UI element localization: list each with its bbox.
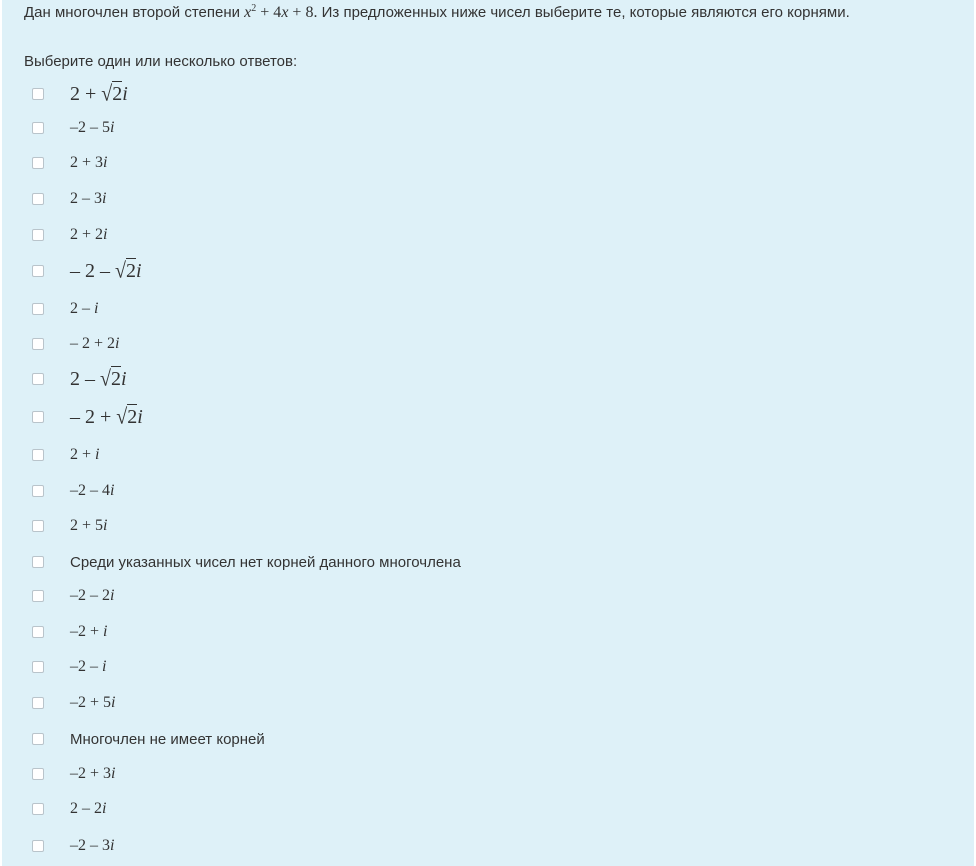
answer-expression: 2 – xyxy=(70,300,94,317)
answer-label xyxy=(70,623,107,641)
answer-expression: –2 + xyxy=(70,623,104,640)
answer-option[interactable] xyxy=(32,476,114,506)
answer-expression: –2 – 2 xyxy=(70,587,110,604)
answer-expression: –2 – 3 xyxy=(70,837,110,854)
imaginary-unit: i xyxy=(120,367,127,390)
imaginary-unit: i xyxy=(103,623,108,640)
answer-label xyxy=(70,368,127,391)
answer-label xyxy=(70,300,98,318)
answer-checkbox[interactable] xyxy=(32,556,44,568)
answer-option[interactable] xyxy=(32,256,142,286)
imaginary-unit: i xyxy=(94,300,99,317)
answer-checkbox[interactable] xyxy=(32,449,44,461)
answer-instruction: Выберите один или несколько ответов: xyxy=(24,53,298,70)
question-prefix: Дан многочлен второй степени xyxy=(24,4,245,21)
question-panel xyxy=(2,0,974,866)
answer-label xyxy=(70,837,114,855)
answer-option[interactable] xyxy=(32,724,265,754)
answer-expression: –2 – 4 xyxy=(70,482,110,499)
answer-checkbox[interactable] xyxy=(32,411,44,423)
imaginary-unit: i xyxy=(103,226,108,243)
question-text xyxy=(24,4,850,22)
answer-label xyxy=(70,154,107,172)
answer-label xyxy=(70,517,107,535)
answer-expression: – 2 + xyxy=(70,405,117,428)
answer-option[interactable] xyxy=(32,184,106,214)
imaginary-unit: i xyxy=(122,82,128,105)
answer-checkbox[interactable] xyxy=(32,485,44,497)
answer-checkbox[interactable] xyxy=(32,733,44,745)
answer-label xyxy=(70,260,142,283)
imaginary-unit: i xyxy=(110,482,115,499)
answer-option[interactable] xyxy=(32,831,114,861)
answer-checkbox[interactable] xyxy=(32,626,44,638)
polynomial-exponent: 2 xyxy=(251,3,257,14)
answer-expression: 2 – 2 xyxy=(70,800,102,817)
answer-text: Среди указанных чисел нет корней данного многочлена xyxy=(70,553,461,571)
answer-label xyxy=(70,119,114,137)
answer-checkbox[interactable] xyxy=(32,265,44,277)
answer-checkbox[interactable] xyxy=(32,840,44,852)
answer-label xyxy=(70,83,128,106)
sqrt-icon: √ xyxy=(115,258,126,283)
imaginary-unit: i xyxy=(115,335,120,352)
answer-checkbox[interactable] xyxy=(32,661,44,673)
answer-expression: –2 + 5 xyxy=(70,694,112,711)
answer-label xyxy=(70,800,106,818)
answer-checkbox[interactable] xyxy=(32,303,44,315)
answer-text: Многочлен не имеет корней xyxy=(70,730,265,748)
answer-checkbox[interactable] xyxy=(32,520,44,532)
imaginary-unit: i xyxy=(111,694,116,711)
polynomial-constant: + 8. xyxy=(288,4,318,21)
answer-expression: 2 + xyxy=(70,446,96,463)
imaginary-unit: i xyxy=(110,587,115,604)
answer-expression: –2 + 3 xyxy=(70,765,112,782)
imaginary-unit: i xyxy=(111,765,116,782)
answer-label xyxy=(70,482,114,500)
answer-option[interactable] xyxy=(32,294,98,324)
answer-checkbox[interactable] xyxy=(32,88,44,100)
answer-label xyxy=(70,731,265,748)
answer-option[interactable] xyxy=(32,617,107,647)
answer-label xyxy=(70,190,106,208)
answer-label xyxy=(70,587,114,605)
answer-expression: – 2 + 2 xyxy=(70,335,116,352)
answer-expression: –2 – 5 xyxy=(70,119,110,136)
answer-option[interactable] xyxy=(32,581,114,611)
answer-expression: 2 + 3 xyxy=(70,154,104,171)
answer-checkbox[interactable] xyxy=(32,229,44,241)
question-suffix: Из предложенных ниже чисел выберите те, которые являются его корнями. xyxy=(317,4,850,21)
sqrt-radicand: 2 xyxy=(110,367,121,390)
answer-option[interactable] xyxy=(32,759,115,789)
answer-option[interactable] xyxy=(32,547,461,577)
answer-option[interactable] xyxy=(32,220,107,250)
answer-label xyxy=(70,406,143,429)
sqrt-radicand: 2 xyxy=(125,259,136,282)
answer-expression: 2 – xyxy=(70,367,100,390)
answer-label xyxy=(70,226,107,244)
answer-checkbox[interactable] xyxy=(32,768,44,780)
polynomial-var: x xyxy=(244,4,252,21)
answer-checkbox[interactable] xyxy=(32,590,44,602)
answer-label xyxy=(70,554,461,571)
answer-checkbox[interactable] xyxy=(32,193,44,205)
answer-option[interactable] xyxy=(32,364,127,394)
answer-option[interactable] xyxy=(32,652,106,682)
polynomial xyxy=(244,4,317,21)
answer-option[interactable] xyxy=(32,79,128,109)
imaginary-unit: i xyxy=(103,154,108,171)
imaginary-unit: i xyxy=(102,800,107,817)
answer-label xyxy=(70,446,99,464)
imaginary-unit: i xyxy=(137,405,143,428)
sqrt-icon: √ xyxy=(116,404,128,429)
answer-checkbox[interactable] xyxy=(32,338,44,350)
answer-option[interactable] xyxy=(32,794,106,824)
answer-option[interactable] xyxy=(32,688,115,718)
answer-expression: – 2 – xyxy=(70,259,115,282)
answer-expression: 2 – 3 xyxy=(70,190,102,207)
sqrt-icon: √ xyxy=(101,81,113,106)
sqrt-radicand: 2 xyxy=(127,405,138,428)
answer-checkbox[interactable] xyxy=(32,122,44,134)
imaginary-unit: i xyxy=(110,119,115,136)
imaginary-unit: i xyxy=(95,446,100,463)
answer-expression: 2 + xyxy=(70,82,102,105)
imaginary-unit: i xyxy=(102,658,107,675)
answer-label xyxy=(70,694,115,712)
polynomial-term: + 4 xyxy=(256,4,282,21)
imaginary-unit: i xyxy=(135,259,142,282)
imaginary-unit: i xyxy=(103,517,108,534)
answer-label xyxy=(70,765,115,783)
answer-option[interactable] xyxy=(32,113,114,143)
answer-option[interactable] xyxy=(32,511,107,541)
answer-option[interactable] xyxy=(32,329,119,359)
answer-option[interactable] xyxy=(32,402,143,432)
answer-checkbox[interactable] xyxy=(32,157,44,169)
answer-expression: 2 + 5 xyxy=(70,517,104,534)
imaginary-unit: i xyxy=(102,190,107,207)
answer-option[interactable] xyxy=(32,148,107,178)
answer-expression: –2 – xyxy=(70,658,102,675)
answer-checkbox[interactable] xyxy=(32,803,44,815)
imaginary-unit: i xyxy=(110,837,115,854)
answer-label xyxy=(70,335,119,353)
answer-expression: 2 + 2 xyxy=(70,226,104,243)
answer-option[interactable] xyxy=(32,440,99,470)
answer-checkbox[interactable] xyxy=(32,373,44,385)
sqrt-icon: √ xyxy=(100,366,111,391)
answer-checkbox[interactable] xyxy=(32,697,44,709)
polynomial-var-2: x xyxy=(281,4,289,21)
answer-label xyxy=(70,658,106,676)
sqrt-radicand: 2 xyxy=(112,82,123,105)
